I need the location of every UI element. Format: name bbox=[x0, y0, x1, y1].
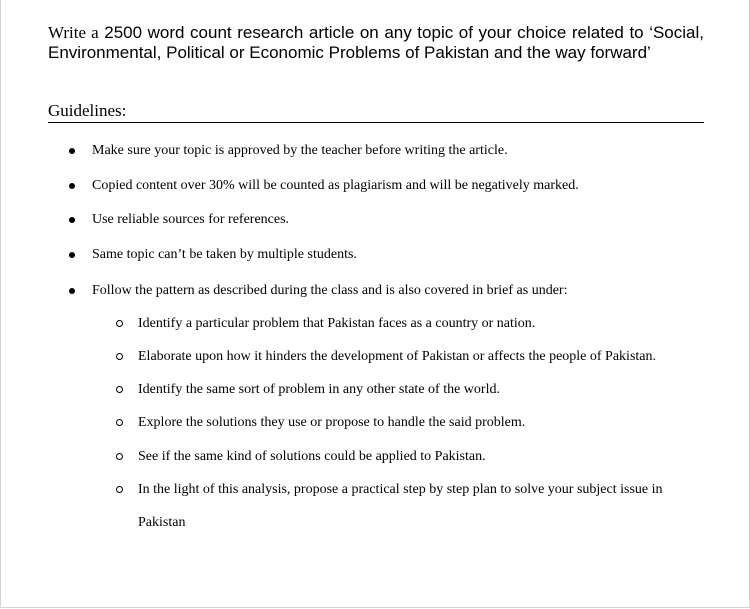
pattern-step-item bbox=[138, 448, 486, 466]
bullet-icon bbox=[69, 148, 75, 154]
guidelines-label: Guidelines: bbox=[48, 100, 704, 123]
pattern-step-text: In the light of this analysis, propose a practical step by step plan to solve your subject issue in bbox=[138, 482, 663, 497]
pattern-step-item bbox=[138, 348, 656, 366]
circle-bullet-icon bbox=[116, 320, 123, 327]
guideline-text: Follow the pattern as described during the class and is also covered in brief as under: bbox=[92, 283, 568, 298]
circle-bullet-icon bbox=[116, 453, 123, 460]
pattern-step-continuation: Pakistan bbox=[138, 515, 186, 530]
bullet-icon bbox=[69, 183, 75, 189]
pattern-step-text: See if the same kind of solutions could be applied to Pakistan. bbox=[138, 449, 486, 464]
circle-bullet-icon bbox=[116, 386, 123, 393]
bullet-icon bbox=[69, 217, 75, 223]
pattern-step-text: Identify a particular problem that Pakistan faces as a country or nation. bbox=[138, 316, 536, 331]
bullet-icon bbox=[69, 288, 75, 294]
guideline-text: Copied content over 30% will be counted as plagiarism and will be negatively marked. bbox=[92, 178, 579, 193]
pattern-step-text: Elaborate upon how it hinders the development of Pakistan or affects the people of Pakistan. bbox=[138, 349, 656, 364]
guideline-text: Use reliable sources for references. bbox=[92, 212, 290, 227]
circle-bullet-icon bbox=[116, 353, 123, 360]
pattern-step-text: Explore the solutions they use or propose to handle the said problem. bbox=[138, 415, 526, 430]
heading-text: 2500 word count research article on any topic of your choice related to ‘Social, Environmental, Political or Economic Problems of Pakistan and the way forward’ bbox=[48, 23, 704, 62]
guideline-item bbox=[92, 177, 579, 195]
assignment-heading bbox=[48, 23, 704, 63]
pattern-step-item bbox=[138, 414, 525, 432]
heading-lead-word: Write a bbox=[48, 23, 99, 42]
pattern-step-text: Identify the same sort of problem in any other state of the world. bbox=[138, 382, 500, 397]
pattern-step-item bbox=[138, 381, 500, 399]
bullet-icon bbox=[69, 252, 75, 258]
circle-bullet-icon bbox=[116, 419, 123, 426]
guideline-text: Make sure your topic is approved by the teacher before writing the article. bbox=[92, 143, 508, 158]
circle-bullet-icon bbox=[116, 486, 123, 493]
pattern-step-item bbox=[138, 315, 535, 333]
guideline-item bbox=[92, 142, 508, 160]
guideline-item bbox=[92, 282, 567, 300]
guideline-text: Same topic can’t be taken by multiple students. bbox=[92, 247, 357, 262]
pattern-step-item bbox=[138, 481, 663, 499]
guideline-item bbox=[92, 211, 289, 229]
guideline-item bbox=[92, 246, 357, 264]
